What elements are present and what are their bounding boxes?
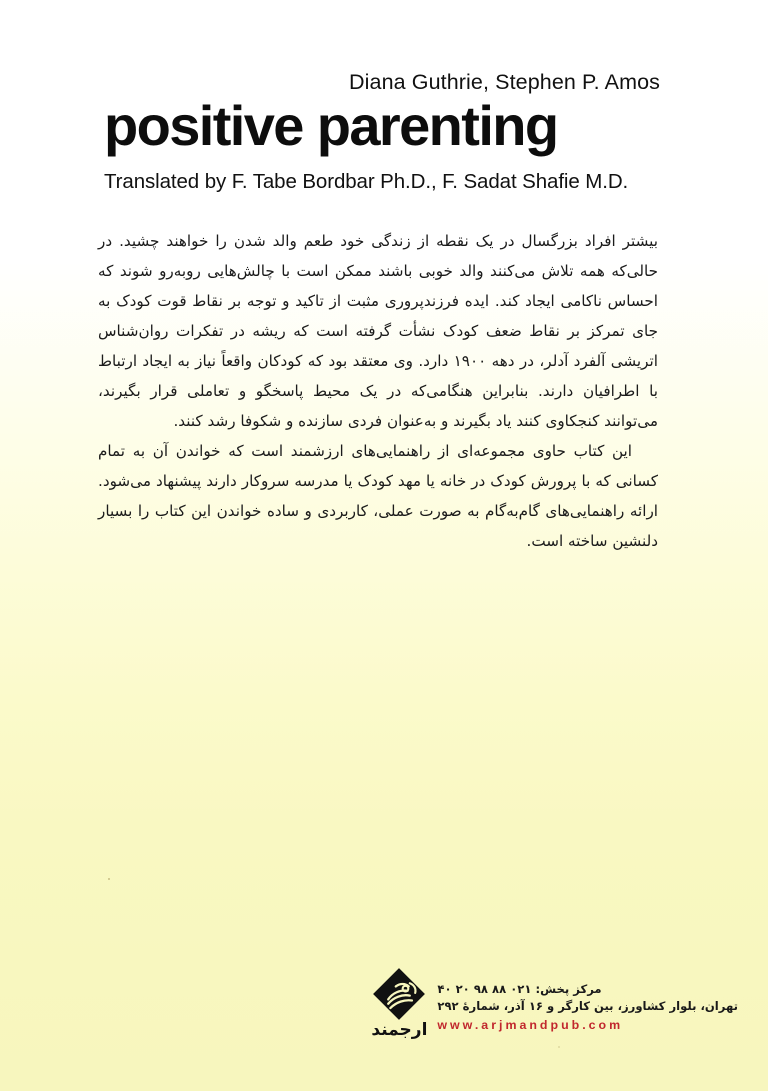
back-cover-blurb (98, 226, 658, 556)
paper-speck (108, 878, 110, 880)
publisher-logo-block (361, 967, 437, 1039)
authors-line: Diana Guthrie, Stephen P. Amos (349, 70, 660, 94)
publisher-website-link[interactable]: www.arjmandpub.com (437, 1018, 624, 1032)
publisher-contact-block (437, 971, 738, 1035)
translators-line: Translated by F. Tabe Bordbar Ph.D., F. Sadat Shafie M.D. (104, 170, 629, 193)
publisher-name: ارجمند (371, 1020, 428, 1040)
blurb-paragraph-2: این کتاب حاوی مجموعه‌ای از راهنمایی‌های ارزشمند است که خواندن آن به تمام کسانی که با پرورش کودک در خانه یا مهد کودک یا مدرسه سروکار دارند پیشنهاد می‌شود. ارائه راهنمایی‌های گام‌به‌گام به صورت عملی، کاربردی و ساده خواندن این کتاب را بسیار دلنشین ساخته است. (98, 442, 658, 550)
arjmand-diamond-logo-icon (372, 967, 426, 1021)
publisher-address-line: تهران، بلوار کشاورز، بین کارگر و ۱۶ آذر، شمارۀ ۲۹۲ (437, 999, 738, 1013)
paper-speck (558, 1046, 560, 1048)
blurb-paragraph-1: بیشتر افراد بزرگسال در یک نقطه از زندگی خود طعم والد شدن را خواهند چشید. در حالی‌که همه تلاش می‌کنند والد خوبی باشند ممکن است با چالش‌هایی روبه‌رو شوند که احساس ناکامی ایجاد کند. ایده فرزندپروری مثبت از تاکید و توجه بر نقاط قوت کودک به جای تمرکز بر نقاط ضعف کودک نشأت گرفته است که ریشه در تفکرات روان‌شناس اتریشی آلفرد آدلر، در دهه ۱۹۰۰ دارد. وی معتقد بود که کودکان واقعاً نیاز به ایجاد ارتباط با اطرافیان دارند. بنابراین هنگامی‌که در یک محیط پاسخگو و تعاملی قرار بگیرند، می‌توانند کنجکاوی کنند یاد بگیرند و به‌عنوان فردی سازنده و شکوفا رشد کنند. (98, 232, 658, 430)
publisher-footer (351, 967, 738, 1039)
distribution-center-line: مرکز پخش: ۰۲۱ ۸۸ ۹۸ ۲۰ ۴۰ (437, 982, 602, 996)
page-title: positive parenting (104, 94, 558, 157)
